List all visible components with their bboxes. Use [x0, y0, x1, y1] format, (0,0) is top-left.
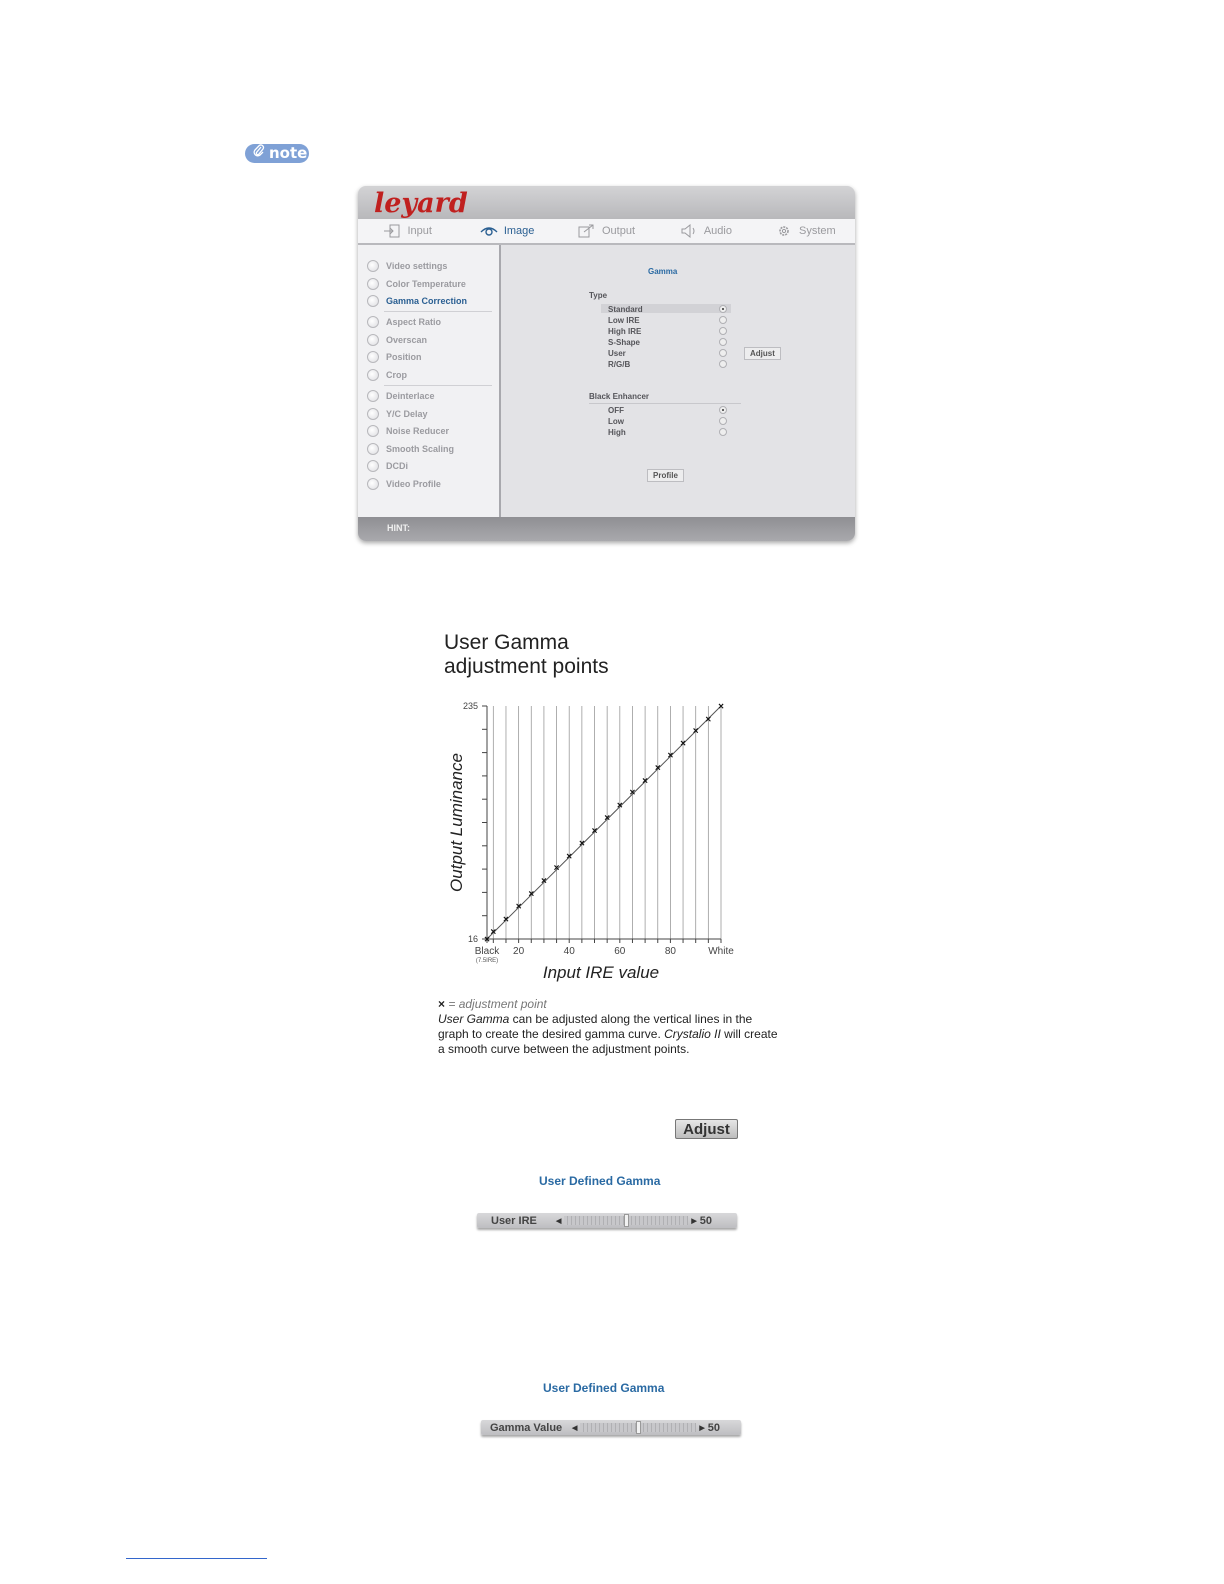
osd-window [358, 186, 855, 541]
adjustment-point: × [680, 738, 686, 750]
menu-bullet-icon [367, 278, 379, 290]
menu-item-color-temperature[interactable]: Color Temperature [367, 278, 466, 290]
menu-item-yc-delay[interactable]: Y/C Delay [367, 408, 428, 420]
menu-bullet-icon [367, 369, 379, 381]
adjustment-point: × [528, 888, 535, 900]
adjustment-point: × [705, 714, 712, 726]
radio-standard[interactable] [719, 305, 727, 313]
chart-title-line-1: User Gamma [444, 631, 569, 654]
osd-tab-bar [358, 219, 855, 245]
black-option-off[interactable]: OFF [608, 406, 624, 415]
menu-item-dcdi[interactable]: DCDi [367, 460, 408, 472]
chart-title-line-2: adjustment points [444, 655, 609, 678]
right-arrow-icon[interactable]: ▶ [691, 1217, 697, 1225]
note-badge [245, 144, 309, 163]
speaker-icon [680, 224, 698, 238]
radio-rgb[interactable] [719, 360, 727, 368]
black-option-high[interactable]: High [608, 428, 626, 437]
menu-bullet-icon [367, 260, 379, 272]
adjustment-point: × [553, 863, 560, 875]
radio-low-ire[interactable] [719, 316, 727, 324]
radio-s-shape[interactable] [719, 338, 727, 346]
legend-marker-text: = adjustment point [448, 997, 547, 1011]
x-tick-label: Black [474, 946, 500, 957]
chart-title [444, 631, 609, 679]
menu-bullet-icon [367, 408, 379, 420]
x-tick-label: 60 [614, 946, 626, 957]
brand-logo: leyard [374, 188, 468, 219]
menu-bullet-icon [367, 478, 379, 490]
tab-input-label: Input [407, 225, 432, 237]
adjustment-point: × [654, 763, 661, 775]
output-icon [578, 224, 596, 238]
radio-black-high[interactable] [719, 428, 727, 436]
gamma-value-slider[interactable] [481, 1420, 741, 1435]
black-enhancer-label: Black Enhancer [589, 392, 650, 401]
user-ire-label: User IRE [491, 1214, 537, 1227]
user-defined-gamma-title-1: User Defined Gamma [539, 1174, 661, 1188]
user-defined-gamma-title-2: User Defined Gamma [543, 1381, 665, 1395]
tab-input[interactable] [358, 224, 457, 238]
x-tick-label: 20 [513, 946, 525, 957]
left-arrow-icon[interactable]: ◀ [556, 1217, 562, 1225]
user-ire-slider[interactable] [477, 1213, 737, 1228]
x-tick-sublabel: (7.5IRE) [475, 958, 499, 964]
menu-item-video-settings[interactable]: Video settings [367, 260, 447, 272]
adjustment-point: × [503, 914, 509, 926]
menu-item-position[interactable]: Position [367, 351, 422, 363]
menu-bullet-icon [367, 443, 379, 455]
adjustment-point: × [692, 725, 699, 737]
gamma-value-value: 50 [707, 1421, 721, 1434]
y-tick-label: 16 [467, 934, 478, 944]
menu-divider [384, 311, 492, 312]
menu-item-video-profile[interactable]: Video Profile [367, 478, 441, 490]
menu-bullet-icon [367, 425, 379, 437]
left-arrow-icon[interactable]: ◀ [572, 1424, 578, 1432]
x-tick-label: 80 [664, 946, 676, 957]
y-tick-label: 235 [462, 701, 478, 711]
osd-gamma-panel [501, 245, 855, 517]
x-axis-label: Input IRE value [542, 963, 660, 982]
type-option-rgb[interactable]: R/G/B [608, 360, 631, 369]
menu-item-crop[interactable]: Crop [367, 369, 407, 381]
menu-divider [384, 385, 492, 386]
type-option-high-ire[interactable]: High IRE [608, 327, 642, 336]
x-tick-label: 40 [563, 946, 575, 957]
tab-system[interactable] [756, 224, 855, 238]
tab-system-label: System [798, 225, 836, 237]
user-ire-track[interactable] [564, 1216, 688, 1225]
radio-black-off[interactable] [719, 406, 727, 414]
chart-legend-text [438, 997, 778, 1057]
adjustment-point: × [540, 875, 547, 887]
adjustment-point: × [629, 787, 636, 799]
adjustment-point: × [667, 750, 674, 762]
adjustment-point: × [515, 901, 522, 913]
legend-marker: × [438, 997, 446, 1011]
note-label: note [269, 144, 308, 162]
menu-bullet-icon [367, 316, 379, 328]
gamma-value-knob[interactable] [636, 1421, 641, 1434]
menu-bullet-icon [367, 351, 379, 363]
user-ire-knob[interactable] [624, 1214, 629, 1227]
adjustment-point: × [642, 775, 649, 787]
radio-user[interactable] [719, 349, 727, 357]
gamma-chart [430, 690, 750, 990]
osd-sidebar [358, 245, 501, 517]
menu-item-smooth-scaling[interactable]: Smooth Scaling [367, 443, 454, 455]
menu-item-noise-reducer[interactable]: Noise Reducer [367, 425, 449, 437]
section-divider [589, 403, 741, 404]
menu-item-overscan[interactable]: Overscan [367, 334, 427, 346]
type-option-standard[interactable]: Standard [608, 305, 643, 314]
user-ire-value: 50 [699, 1214, 713, 1227]
adjustment-point: × [604, 813, 611, 825]
adjustment-point: × [616, 800, 623, 812]
tab-output[interactable] [557, 224, 656, 238]
radio-high-ire[interactable] [719, 327, 727, 335]
hint-label: HINT: [387, 523, 410, 533]
input-icon [383, 224, 401, 238]
gear-icon [775, 224, 793, 238]
adjustment-point: × [718, 701, 724, 713]
menu-item-aspect-ratio[interactable]: Aspect Ratio [367, 316, 441, 328]
gamma-value-label: Gamma Value [490, 1421, 563, 1434]
type-option-user[interactable]: User [608, 349, 626, 358]
gamma-panel-title: Gamma [648, 267, 678, 276]
menu-bullet-icon [367, 460, 379, 472]
tab-output-label: Output [602, 225, 636, 237]
menu-bullet-icon [367, 334, 379, 346]
adjustment-point: × [591, 825, 598, 837]
legend-marker-line [438, 997, 778, 1012]
right-arrow-icon[interactable]: ▶ [699, 1424, 705, 1432]
menu-item-gamma-correction[interactable]: Gamma Correction [367, 295, 467, 307]
tab-audio[interactable] [656, 224, 755, 238]
adjustment-point: × [566, 851, 573, 863]
paperclip-icon [253, 144, 265, 163]
menu-item-deinterlace[interactable]: Deinterlace [367, 390, 435, 402]
menu-bullet-icon [367, 295, 379, 307]
x-tick-label: White [708, 946, 734, 957]
osd-hint-bar [358, 517, 855, 541]
adjustment-point: × [578, 838, 585, 850]
black-option-low[interactable]: Low [608, 417, 624, 426]
tab-image[interactable] [457, 224, 556, 238]
type-option-low-ire[interactable]: Low IRE [608, 316, 640, 325]
legend-body: User Gamma can be adjusted along the vertical lines in the graph to create the desired gamma curve. Crystalio II will create a smooth curve between the adjustment points. [438, 1012, 778, 1056]
type-option-s-shape[interactable]: S-Shape [608, 338, 641, 347]
type-label: Type [589, 291, 608, 300]
profile-button[interactable]: Profile [647, 469, 684, 482]
tab-image-label: Image [503, 225, 535, 237]
adjust-button[interactable]: Adjust [675, 1119, 738, 1139]
tab-audio-label: Audio [703, 225, 732, 237]
menu-bullet-icon [367, 390, 379, 402]
radio-black-low[interactable] [719, 417, 727, 425]
adjustment-point: × [484, 934, 490, 946]
adjustment-point: × [490, 927, 497, 939]
osd-header [358, 186, 855, 219]
gamma-value-track[interactable] [580, 1423, 696, 1432]
adjust-button-small[interactable]: Adjust [744, 347, 781, 360]
y-axis-label: Output Luminance [447, 753, 466, 892]
eye-icon [480, 224, 498, 238]
footer-rule [126, 1558, 267, 1559]
